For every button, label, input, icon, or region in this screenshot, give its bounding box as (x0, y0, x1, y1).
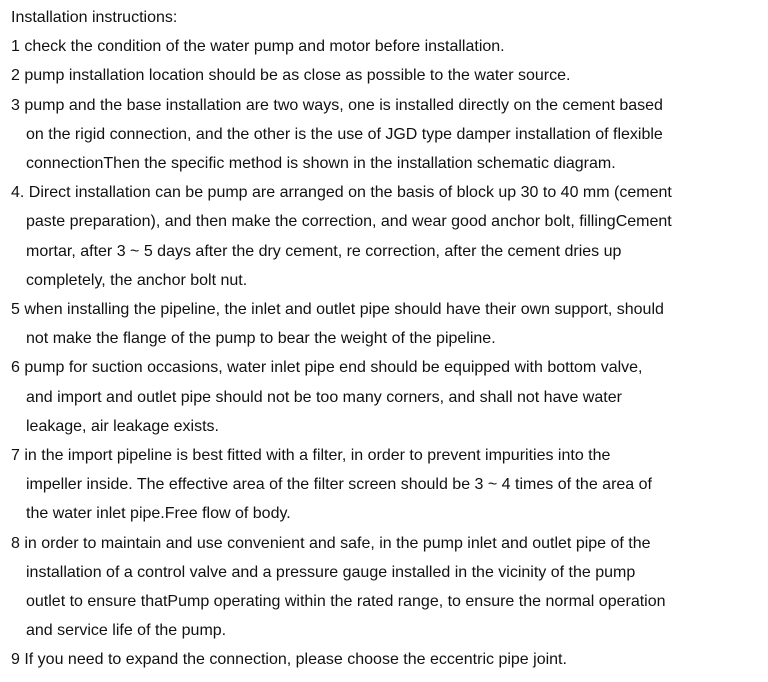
instruction-line: and service life of the pump. (26, 622, 227, 640)
instruction-line: completely, the anchor bolt nut. (26, 271, 248, 289)
instruction-line: 5 when installing the pipeline, the inlet and outlet pipe should have their own support, should (11, 301, 664, 319)
instruction-line: connectionThen the specific method is shown in the installation schematic diagram. (26, 155, 616, 173)
instruction-line: 4. Direct installation can be pump are arranged on the basis of block up 30 to 40 mm (cement (11, 184, 672, 202)
instruction-line: 7 in the import pipeline is best fitted with a filter, in order to prevent impurities into the (11, 447, 611, 465)
instruction-line: not make the flange of the pump to bear the weight of the pipeline. (26, 330, 496, 348)
instruction-line: 8 in order to maintain and use convenient and safe, in the pump inlet and outlet pipe of the (11, 534, 651, 552)
instruction-line: 3 pump and the base installation are two ways, one is installed directly on the cement based (11, 96, 663, 114)
instruction-line: 9 If you need to expand the connection, please choose the eccentric pipe joint. (11, 651, 567, 669)
instruction-line: outlet to ensure thatPump operating within the rated range, to ensure the normal operation (26, 593, 666, 611)
instruction-line: and import and outlet pipe should not be too many corners, and shall not have water (26, 388, 622, 406)
instruction-line: mortar, after 3 ~ 5 days after the dry cement, re correction, after the cement dries up (26, 242, 622, 260)
instruction-line: impeller inside. The effective area of the filter screen should be 3 ~ 4 times of the area of (26, 476, 652, 494)
instruction-line: 2 pump installation location should be as close as possible to the water source. (11, 67, 571, 85)
instruction-line: the water inlet pipe.Free flow of body. (26, 505, 291, 523)
instruction-line: 6 pump for suction occasions, water inlet pipe end should be equipped with bottom valve, (11, 359, 643, 377)
instruction-line: installation of a control valve and a pressure gauge installed in the vicinity of the pump (26, 563, 636, 581)
instruction-line: on the rigid connection, and the other is the use of JGD type damper installation of flexible (26, 125, 663, 143)
instruction-line: leakage, air leakage exists. (26, 417, 219, 435)
instruction-line: 1 check the condition of the water pump and motor before installation. (11, 38, 505, 56)
document-title: Installation instructions: (11, 9, 178, 26)
instruction-line: paste preparation), and then make the correction, and wear good anchor bolt, fillingCement (26, 213, 672, 231)
instruction-lines (11, 32, 762, 674)
